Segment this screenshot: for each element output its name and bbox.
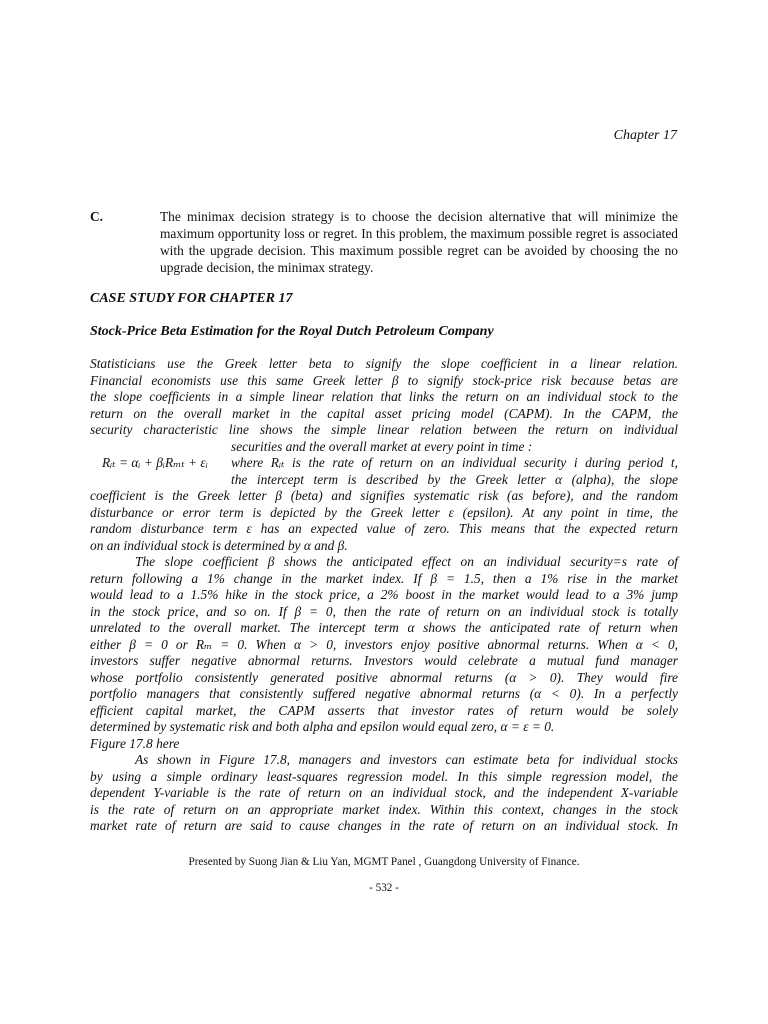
body-line: in the stock price, and so on. If β = 0, then the rate of return on an individual stock is totally [90,603,678,619]
chapter-header: Chapter 17 [613,128,677,143]
figure-placeholder: Figure 17.8 here [90,735,180,751]
body-line: return on the overall market in the capital asset pricing model (CAPM). In the CAPM, the [90,405,678,421]
body-line: securities and the overall market at every point in time : [231,438,533,454]
body-line: unrelated to the overall market. The intercept term α shows the anticipated rate of return when [90,620,678,635]
body-line: The slope coefficient β shows the anticipated effect on an individual security=s rate of [135,554,678,569]
case-study-title: CASE STUDY FOR CHAPTER 17 [90,291,293,306]
answer-c-block [90,208,678,276]
page-number: - 532 - [369,882,399,894]
equation-row [90,455,678,472]
body-line: random disturbance term ε has an expected value of zero. This means that the expected return [90,521,678,536]
footer-credit: Presented by Suong Jian & Liu Yan, MGMT Panel , Guangdong University of Finance. [188,856,580,868]
body-line: return following a 1% change in the market index. If β = 1.5, then a 1% rise in the market [90,570,678,586]
body-line: efficient capital market, the CAPM asserts that investor rates of return would be solely [90,702,678,718]
body-line: portfolio managers that consistently suffered negative abnormal returns (α < 0). In a perfectly [90,686,678,701]
answer-letter: C. [90,209,104,224]
body-line: security characteristic line shows the simple linear relation between the return on individual [90,422,678,437]
body-line: market rate of return are said to cause changes in the rate of return on an individual stock. In [90,818,678,833]
answer-c-text: The minimax decision strategy is to choose the decision alternative that will minimize the maximum opportunity loss or regret. In this problem, the maximum possible regret is associated with the upgrade decision. This maximum possible regret can be avoided by choosing the no upgrade decision, the minimax strategy. [160,209,678,275]
body-line: determined by systematic risk and both alpha and epsilon would equal zero, α = ε = 0. [90,719,555,734]
body-line: on an individual stock is determined by α and β. [90,537,348,553]
body-line: coefficient is the Greek letter β (beta) and signifies systematic risk (as before), and the random [90,488,678,503]
body-line: whose portfolio consistently generated positive abnormal returns (α > 0). They would fire [90,669,678,685]
body-line: the intercept term is described by the Greek letter α (alpha), the slope [231,471,678,487]
body-line: As shown in Figure 17.8, managers and investors can estimate beta for individual stocks [135,752,678,767]
case-study-body [90,356,678,835]
body-line: Statisticians use the Greek letter beta to signify the slope coefficient in a linear relation. [90,356,678,371]
body-line: dependent Y-variable is the rate of return on an individual stock, and the independent X-variable [90,785,678,800]
body-line: is the rate of return on an appropriate market index. Within this context, changes in the stock [90,801,678,817]
body-line: either β = 0 or Rₘ = 0. When α > 0, investors enjoy positive abnormal returns. When α < 0, [90,636,678,652]
body-line: where Rᵢₜ is the rate of return on an individual security i during period t, [231,455,678,470]
body-line: would lead to a 1.5% hike in the stock price, a 2% boost in the market would lead to a 3% jump [90,587,678,602]
case-study-subtitle: Stock-Price Beta Estimation for the Royal Dutch Petroleum Company [90,324,494,339]
body-line: Financial economists use this same Greek letter β to signify stock-price risk because betas are [90,372,678,388]
body-line: disturbance or error term is depicted by the Greek letter ε (epsilon). At any point in time, the [90,504,678,520]
body-line: the slope coefficients in a simple linear relation that links the return on an individual stock to the [90,389,678,404]
capm-equation: Rᵢₜ = αᵢ + βᵢRₘₜ + εᵢ [102,455,208,470]
body-line: investors suffer negative abnormal returns. Investors would celebrate a mutual fund manager [90,653,678,668]
body-line: by using a simple ordinary least-squares regression model. In this simple regression model, the [90,768,678,784]
